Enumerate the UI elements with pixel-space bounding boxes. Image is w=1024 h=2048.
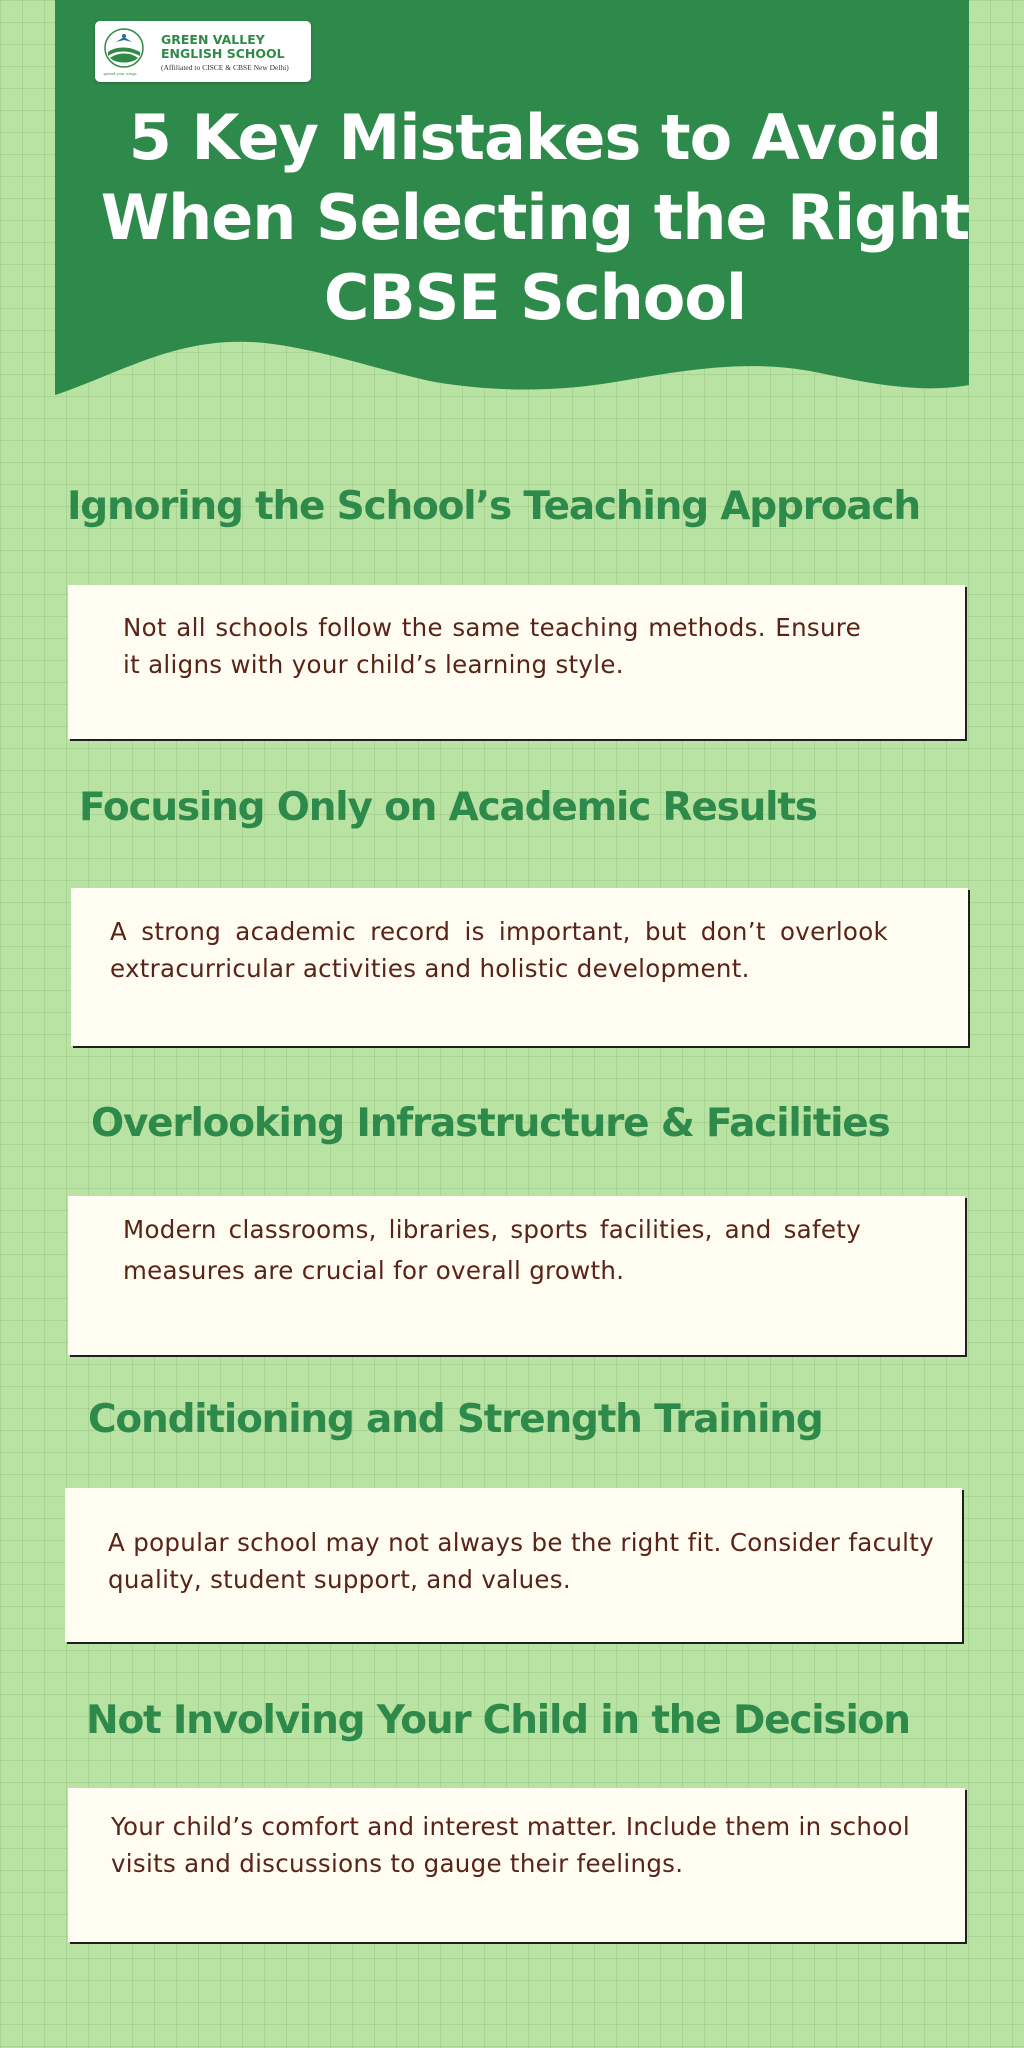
section-5-card	[68, 1788, 965, 1942]
section-4-body: A popular school may not always be the right fit. Consider faculty quality, student support, and values.	[108, 1528, 934, 1594]
page-title: 5 Key Mistakes to Avoid When Selecting the Right CBSE School	[100, 101, 970, 334]
section-4-card	[65, 1488, 962, 1642]
school-name: GREEN VALLEY ENGLISH SCHOOL	[161, 32, 285, 61]
school-affiliation: (Affiliated to CISCE & CBSE New Delhi)	[161, 63, 289, 72]
section-3-card	[68, 1196, 965, 1355]
section-4-heading: Conditioning and Strength Training	[88, 1397, 823, 1442]
school-emblem-icon	[104, 28, 144, 68]
section-2-heading: Focusing Only on Academic Results	[79, 785, 817, 830]
section-5-heading: Not Involving Your Child in the Decision	[86, 1698, 910, 1743]
section-2-body: A strong academic record is important, but don’t overlook extracurricular activities and holistic development.	[110, 917, 888, 983]
section-1-body: Not all schools follow the same teaching methods. Ensure it aligns with your child’s learning style.	[123, 613, 861, 679]
section-5-body: Your child’s comfort and interest matter. Include them in school visits and discussions to gauge their feelings.	[111, 1812, 910, 1878]
section-2-card	[71, 888, 968, 1046]
section-1-card	[68, 585, 965, 739]
school-tagline: spread your wings	[103, 71, 137, 76]
school-logo	[95, 21, 311, 82]
section-3-heading: Overlooking Infrastructure & Facilities	[91, 1101, 890, 1146]
section-1-heading: Ignoring the School’s Teaching Approach	[67, 484, 920, 529]
section-3-body: Modern classrooms, libraries, sports facilities, and safety measures are crucial for overall growth.	[123, 1215, 861, 1285]
